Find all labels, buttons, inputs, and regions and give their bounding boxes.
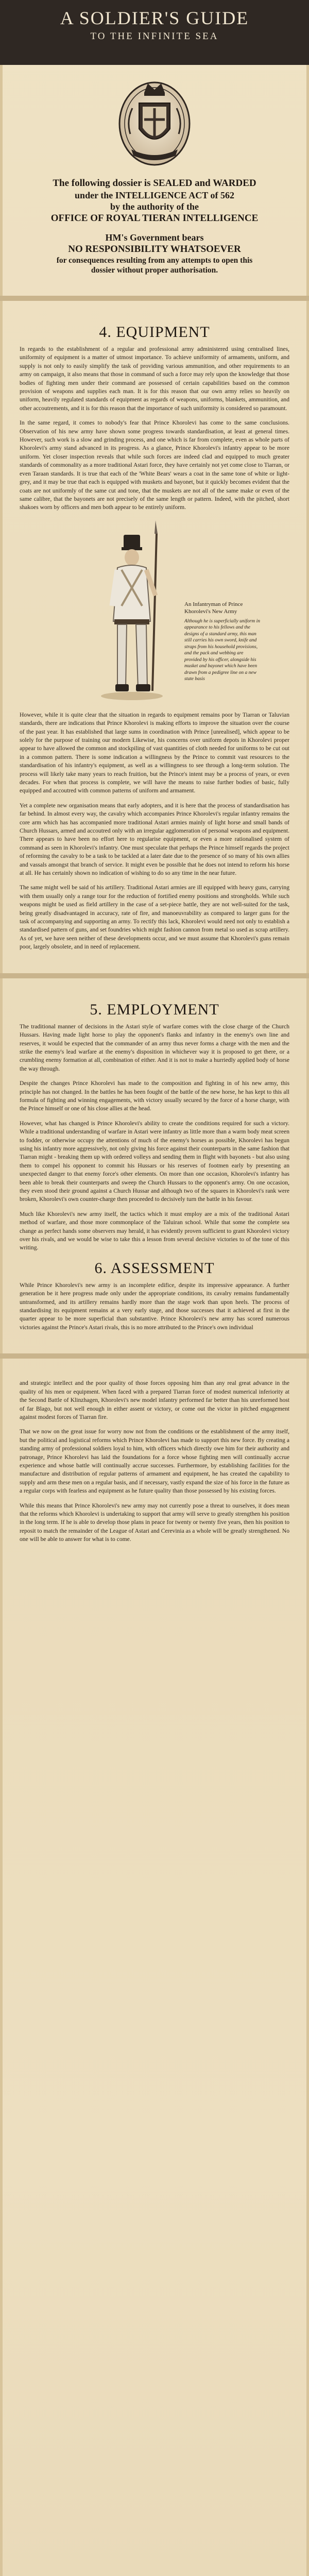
paper-edge-right bbox=[306, 0, 309, 2576]
classification-line: The following dossier is SEALED and WARDED bbox=[53, 178, 256, 189]
classification-line: by the authority of the bbox=[110, 201, 199, 212]
page-subtitle: TO THE INFINITE SEA bbox=[90, 31, 219, 42]
notice-line: NO RESPONSIBILITY WHATSOEVER bbox=[68, 244, 241, 255]
figure-caption-title: An Infantryman of Prince Khorolevi's New Army bbox=[184, 601, 243, 615]
section-equipment bbox=[0, 324, 309, 952]
notice-line: HM's Government bears bbox=[105, 232, 204, 243]
section-heading: 5. EMPLOYMENT bbox=[90, 1001, 219, 1018]
section-assessment-continued bbox=[0, 1379, 309, 1544]
classification-line: under the INTELLIGENCE ACT of 562 bbox=[75, 190, 234, 200]
body-paragraph: Much like Khorolevi's new army itself, the tactics which it must employ are a mix of the traditional Astari method of warfare, and those more commonplace of the Taluiran school. While that some the complete sea change as perfect hands some observers may herald, it has evidently proven sufficient to grant Khorolevi victory over his rivals, and we would be wise to take this a lesson from several decisive victories to of the tone of this writing. bbox=[20, 1210, 289, 1251]
body-paragraph: Yet a complete new organisation means that early adopters, and it is here that the process of standardisation has far behind. In almost every way, the cavalry which accompanies Prince Khorolevi's regular infantry remains the core arm which has has accompanied more traditional Astari armies mainly of light horse and small bands of Church Hussars, armed and accoutred only with an irregular agglomeration of personal weapons and equipment. There appears to have been no effort here to regularise equipment, or even a more rationalised system of command as seen in Khorolevi's infantry. One must speculate that perhaps the Prince himself regards the project of reforming the cavalry to be a task to be tackled at a later date due to the presence of so many of his own allies and vassals amongst that branch of service. It might even be possible that he does not intend to reform his horse at all. He has certainly shown no indication of wishing to do so any time in the near future. bbox=[20, 802, 289, 877]
liability-notice bbox=[0, 232, 309, 275]
notice-line: dossier without proper authorisation. bbox=[91, 266, 218, 275]
body-paragraph: While Prince Khorolevi's new army is an incomplete edifice, despite its impressive appearance. A further generation be it here progress made only under the appropriate conditions, its cavalry remains fundamentally untransformed, and its artillery remains hardly more than the stage work than upon heels. The process of standardising its equipment remains at a very early stage, and those successes that it achieved at first in the quarter appear to be more superficial than substantive. Prince Khorolevi's new army has scored numerous victories against the Prince's Astari rivals, this is no more attributed to the Prince's own individual bbox=[20, 1281, 289, 1331]
body-paragraph: Despite the changes Prince Khorolevi has made to the composition and fighting in of his new army, this principle has not changed. In the battles he has been fought of the battle of the new horse, he has kept to this all formula of fighting and winning engagements, with victory usually secured by the force of a horse charge, with the Prince himself or one of his close allies at the head. bbox=[20, 1080, 289, 1112]
section-divider bbox=[0, 280, 309, 316]
classification-line: OFFICE OF ROYAL TIERAN INTELLIGENCE bbox=[50, 213, 259, 224]
tiarran-intelligence-seal-icon bbox=[116, 72, 193, 170]
section-heading: 6. ASSESSMENT bbox=[94, 1259, 215, 1277]
section-divider bbox=[0, 958, 309, 994]
section-employment bbox=[0, 1001, 309, 1252]
classification-block bbox=[0, 177, 309, 225]
figure-caption bbox=[184, 601, 262, 683]
body-paragraph: However, while it is quite clear that the situation in regards to equipment remains poor by Tiarran or Taluvian standards, there are indications that Prince Khorolevi is making efforts to improve the situation over the course of the past year. It has established that large sums in coordination with Prince [unrealised], which appear to be solely for the purpose of training our modern Likewise, his concerns over uniform depots in Khorolevi proper appear to have allowed the common and stockpiling of vast quantities of cloth needed for uniforms to be cut out in a common pattern. There is some indication a willingness by the Prince to commit vast resources to the standardisation of his infantry's equipment, as well as a willingness to see through a long-term solution. The process will likely take many years to reach fruition, but the Prince's intent may be a process of years, or even decades. For when that process is complete, we will have the means to raise further bodies of basic, fully equipped and accoutred with common patterns of uniform and armament. bbox=[20, 711, 289, 794]
paper-edge-left bbox=[0, 0, 3, 2576]
section-divider bbox=[0, 1338, 309, 1374]
body-paragraph: The same might well be said of his artillery. Traditional Astari armies are ill equipped with heavy guns, carrying with them usually only a range tour for the reduction of fortified enemy positions and strongholds. While such weapons might be used as field artillery in the case of a set-piece battle, they are not well-suited for the task, being greatly disadvantaged in accuracy, rate of fire, and manoeuvrability as compared to larger guns for the task of accompanying and supporting an army. To rectify this lack, Khorolevi would need not only to establish a standardised pattern of guns, and set foundries which might fashion cannon from metal so used as scrap artillery. As of yet, we have seen neither of these developments occur, and we must assume that Khorolevi's guns remain poor, largely obsolete, and in need of replacement. bbox=[20, 884, 289, 951]
body-paragraph: While this means that Prince Khorolevi's new army may not currently pose a threat to ourselves, it does mean that the reforms which Khorolevi is undertaking to support that army will serve to greatly strengthen his position in the long term. If he is able to develop those plans in peace for twenty or twenty five years, then his position to reposit to match the remainder of the League of Astari and Cerevinia as a whole will be greatly strengthened. No one will be able to answer for what is to come. bbox=[20, 1502, 289, 1543]
body-paragraph: That we now on the great issue for worry now not from the conditions or the establishment of the army itself, but the political and logistical reforms which Prince Khorolevi has made to support this new force. By creating a standing army of professional soldiers loyal to him, with officers which directly owe him for their authority and patronage, Prince Khorolevi has laid the foundations for a force whose fighting men will continually accrue experience and whose battle will continually accrue successes. Furthermore, by establishing facilities for the manufacture and distribution of regular patterns of armament and equipment, he has created the capability to supply and arm these men on a regular basis, and if necessary, vastly expand the size of his force in the future as a regular corps with fearless and equipment as he future quality than those possessed by his existing forces. bbox=[20, 1428, 289, 1495]
infantryman-figure bbox=[20, 518, 289, 704]
body-paragraph: In the same regard, it comes to nobody's fear that Prince Khorolevi has come to the same conclusions. Observation of his new army have shown some progress towards standardisation, at least at general times. However, such work is a slow and grinding process, and one which is far from complete, even as whole parts of Khorolevi's army stand advanced in its progress. As a glance, Prince Khorolevi's infantry appear to be more uniform. Yet closer inspection reveals that while such forces are indeed clad and equipped to much greater standards of commonality as a more traditional Astari force, they have certainly not yet come close to Tiarran, or even Taraan standards. It is true that each of the 'White Bears' wears a coat in the same tone of white or light-grey, and it may be true that each is equipped with muskets and bayonet, but it quickly becomes evident that the coats are not uniformly of the same cut and tone, that the muskets are not all of the same make or even of the same calibre, that the bayonets are not precisely of the same length or pattern. Indeed, with the pitched, short shakoes worn by officers and men both appear to be entirely uniform. bbox=[20, 419, 289, 511]
body-paragraph: In regards to the establishment of a regular and professional army administered using centralised lines, uniformity of equipment is a matter of utmost importance. To achieve uniformity of armaments, uniform, and supply is not only to easily simplify the task of providing various ammunition, and other requirements to an army on campaign, it also means that those in command of such a force may rely upon the knowledge that those bodies of fighting men under their command are possessed of certain capabilities based on the common provision of weapons and supplies each man. It is for this reason that our own army relies so heavily on uniform, heavily regulated standards of equipment as regards of weapons, uniforms, blankets, ammunition, and other accoutrements, and it is for this reason that the importance of such uniformity is considered so paramount. bbox=[20, 346, 289, 412]
title-banner bbox=[0, 0, 309, 65]
infantryman-illustration-icon bbox=[85, 518, 178, 704]
body-paragraph: The traditional manner of decisions in the Astari style of warfare comes with the close charge of the Church Hussars. Having made light horse to play the opponent's flanks and infantry in the enemy's own line and reserves, it would be expected that the commander of an army thus never forms a charge with the men and the strike the enemy's lead warfare at the enemy's disposition in whichever way it is proposed to get there, or a crumbling enemy formation at all, combination of either. And it is not to make a hurriedly applied body of horse the way through. bbox=[20, 1023, 289, 1072]
body-paragraph: However, what has changed is Prince Khorolevi's ability to create the conditions required for such a victory. While a traditional understanding of warfare in Astari were infantry as little more than a warm body meat screen to fodder, or otherwise occupy the attentions of much of the enemy's horses as possible, Khorolevi has begun using his infantry more aggressively, not only giving his force against their counterparts in the same fashion that Tiarran might - breaking them up with ordered volleys and sending them in flight with bayonets - but also using them to compel his opponent to commit his Hussars or his reserves of footmen early by presenting an unexpected danger to that enemy force's other elements. On more than one occasion, Khorolevi's infantry has been able to break their counterparts and sweep the Church Hussars to the opponent's army. On one occasion, they even stood their ground against a Church Hussar and although two of the squares in Khorolevi's rank were broken, Khorolevi's own counter-charge then proceeded to decisively turn the battle in his favour. bbox=[20, 1120, 289, 1203]
body-paragraph: and strategic intellect and the poor quality of those forces opposing him than any real great advance in the quality of his men or equipment. When faced with a prepared Tiarran force of modest numerical inferiority at the Second Battle of Klinzhagen, Khorolevi's new model infantry performed far better than his unreformed host of far Blago, but not well enough in either assent or victory, or come out the victor in pitched engagement against modest forces of Tiarran fire. bbox=[20, 1380, 289, 1420]
section-heading: 4. EQUIPMENT bbox=[99, 324, 210, 341]
figure-caption-note: Although he is superficially uniform in appearance to his fellows and the designs of a standard army, this man still carries his own sword, knife and straps from his household provisions, and the pack and webbing are provided by his officer, alongside his musket and bayonet which have been drawn from a pedigree line on a new state basis bbox=[184, 618, 260, 682]
section-assessment bbox=[0, 1260, 309, 1332]
page-title: A SOLDIER'S GUIDE bbox=[60, 8, 249, 28]
notice-line: for consequences resulting from any attempts to open this bbox=[56, 256, 253, 265]
